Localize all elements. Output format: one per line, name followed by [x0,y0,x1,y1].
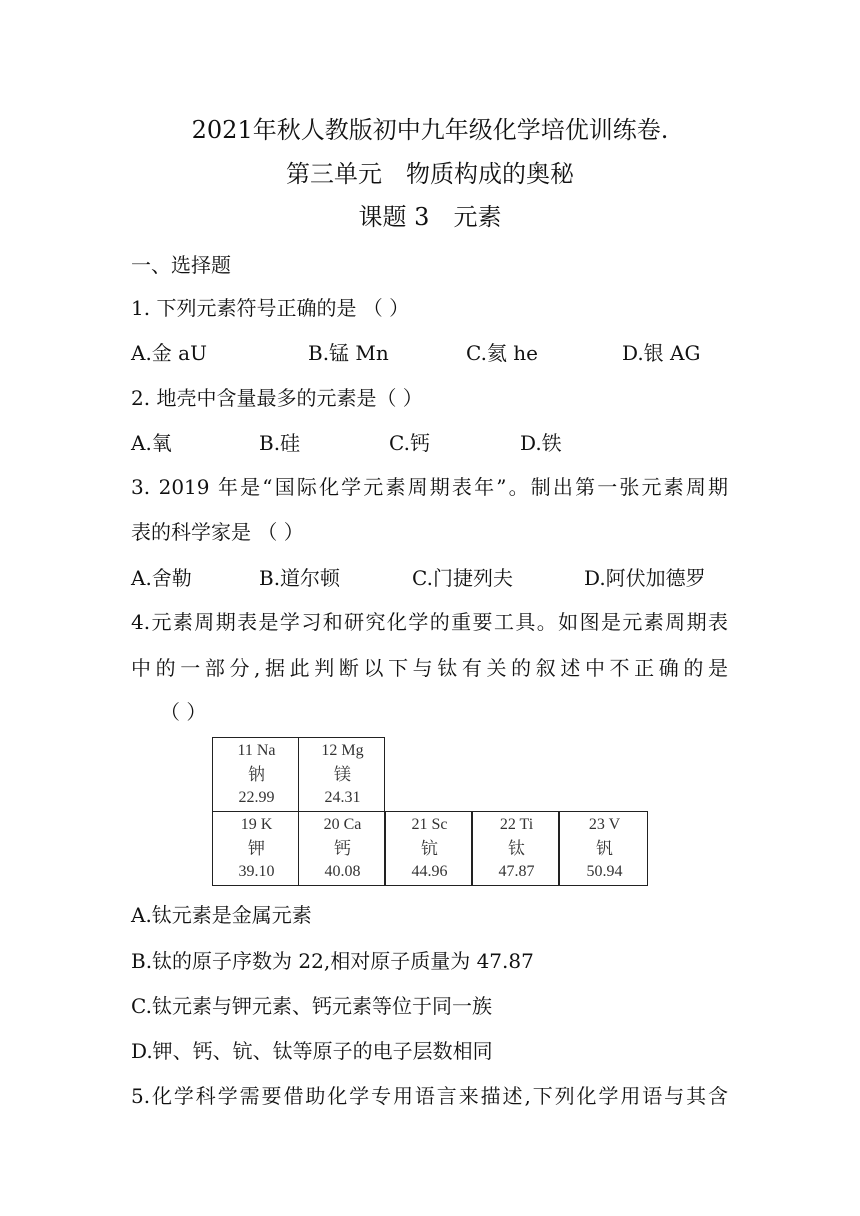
question-2-option-a: A.氧 [131,431,172,455]
question-2-option-b: B.硅 [259,431,301,455]
element-cell-sc [385,811,472,886]
element-cell-mg [298,737,385,812]
question-3-option-a: A.舍勒 [131,566,192,590]
question-3-option-b: B.道尔顿 [259,566,341,590]
question-1-option-d: D.银 AG [622,341,701,365]
question-2-stem: 2. 地壳中含量最多的元素是（ ） [131,386,423,410]
question-4-option-a: A.钛元素是金属元素 [131,903,312,927]
element-cell-v [559,811,648,886]
element-mass: 22.99 [238,789,275,806]
element-cell-ti [472,811,559,886]
element-number-symbol: 11 Na [237,742,276,759]
element-mass: 39.10 [238,863,275,880]
element-cell-na [212,737,299,812]
element-number-symbol: 12 Mg [321,742,364,759]
element-mass: 40.08 [324,863,361,880]
question-2-option-d: D.铁 [520,431,562,455]
element-mass: 50.94 [586,863,623,880]
question-5-stem-line-1: 5.化学科学需要借助化学专用语言来描述,下列化学用语与其含 [131,1084,728,1108]
element-name: 钪 [421,839,438,859]
unit-title: 第三单元 物质构成的奥秘 [286,160,574,188]
element-name: 钒 [596,839,613,859]
section-heading: 一、选择题 [131,253,231,277]
question-1-option-a: A.金 aU [131,341,207,365]
element-mass: 47.87 [498,863,535,880]
element-name: 钙 [334,839,351,859]
question-3-option-d: D.阿伏加德罗 [584,566,706,590]
element-number-symbol: 20 Ca [323,816,362,833]
element-number-symbol: 23 V [588,816,621,833]
element-mass: 24.31 [324,789,361,806]
question-3-stem-line-1: 3. 2019 年是“国际化学元素周期表年”。制出第一张元素周期 [131,475,728,499]
element-name: 钠 [248,765,265,785]
element-number-symbol: 19 K [240,816,273,833]
element-mass: 44.96 [411,863,448,880]
question-1-stem: 1. 下列元素符号正确的是 （ ） [131,296,410,320]
document-title: 2021年秋人教版初中九年级化学培优训练卷. [191,116,669,144]
element-name: 镁 [334,765,351,785]
question-4-option-d: D.钾、钙、钪、钛等原子的电子层数相同 [131,1039,493,1063]
element-cell-k [212,811,299,886]
lesson-title: 课题 3 元素 [358,203,502,231]
question-4-option-b: B.钛的原子序数为 22,相对原子质量为 47.87 [131,949,534,973]
element-number-symbol: 21 Sc [411,816,448,833]
question-1-option-c: C.氦 he [466,341,539,365]
question-4-stem-line-2: 中的一部分,据此判断以下与钛有关的叙述中不正确的是 [131,656,728,680]
element-number-symbol: 22 Ti [499,816,534,833]
question-2-option-c: C.钙 [389,431,430,455]
element-cell-ca [298,811,385,886]
question-1-option-b: B.锰 Mn [308,341,389,365]
question-4-answer-blank: （ ） [160,700,207,724]
question-4-option-c: C.钛元素与钾元素、钙元素等位于同一族 [131,994,492,1018]
question-3-stem-line-2: 表的科学家是 （ ） [131,520,304,544]
question-4-stem-line-1: 4.元素周期表是学习和研究化学的重要工具。如图是元素周期表 [131,610,728,634]
element-name: 钾 [248,839,265,859]
periodic-table-excerpt [212,737,648,887]
question-3-option-c: C.门捷列夫 [412,566,513,590]
element-name: 钛 [508,839,525,859]
